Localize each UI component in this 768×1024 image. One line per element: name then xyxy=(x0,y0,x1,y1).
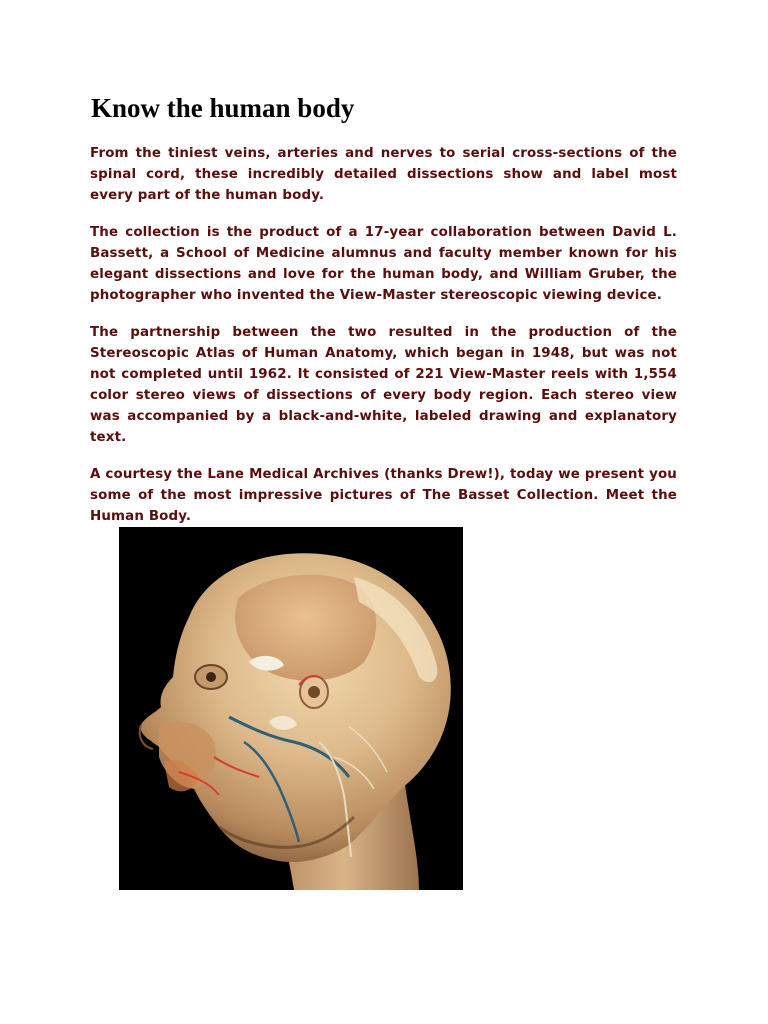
paragraph-courtesy: A courtesy the Lane Medical Archives (thanks Drew!), today we present you some of the most impressive pictures of The Basset Collection. Meet the Human Body. xyxy=(90,467,677,524)
paragraph-collaboration: The collection is the product of a 17-year collaboration between David L. Bassett, a School of Medicine alumnus and faculty member known for his elegant dissections and love for the human body, and William Gruber, the photographer who invented the View-Master stereoscopic viewing device. xyxy=(90,225,677,303)
paragraph-intro: From the tiniest veins, arteries and nerves to serial cross-sections of the spinal cord, these incredibly detailed dissections show and label most every part of the human body. xyxy=(90,146,677,203)
paragraph-atlas: The partnership between the two resulted in the production of the Stereoscopic Atlas of Human Anatomy, which began in 1948, but was not not completed until 1962. It consisted of 221 View-Master reels with 1,554 color stereo views of dissections of every body region. Each stereo view was accompanied by a black-and-white, labeled drawing and explanatory text. xyxy=(90,325,677,445)
article-body xyxy=(90,143,677,543)
dissected-head-illustration xyxy=(119,527,463,890)
page-title: Know the human body xyxy=(91,93,355,123)
anatomy-photo xyxy=(119,527,463,890)
